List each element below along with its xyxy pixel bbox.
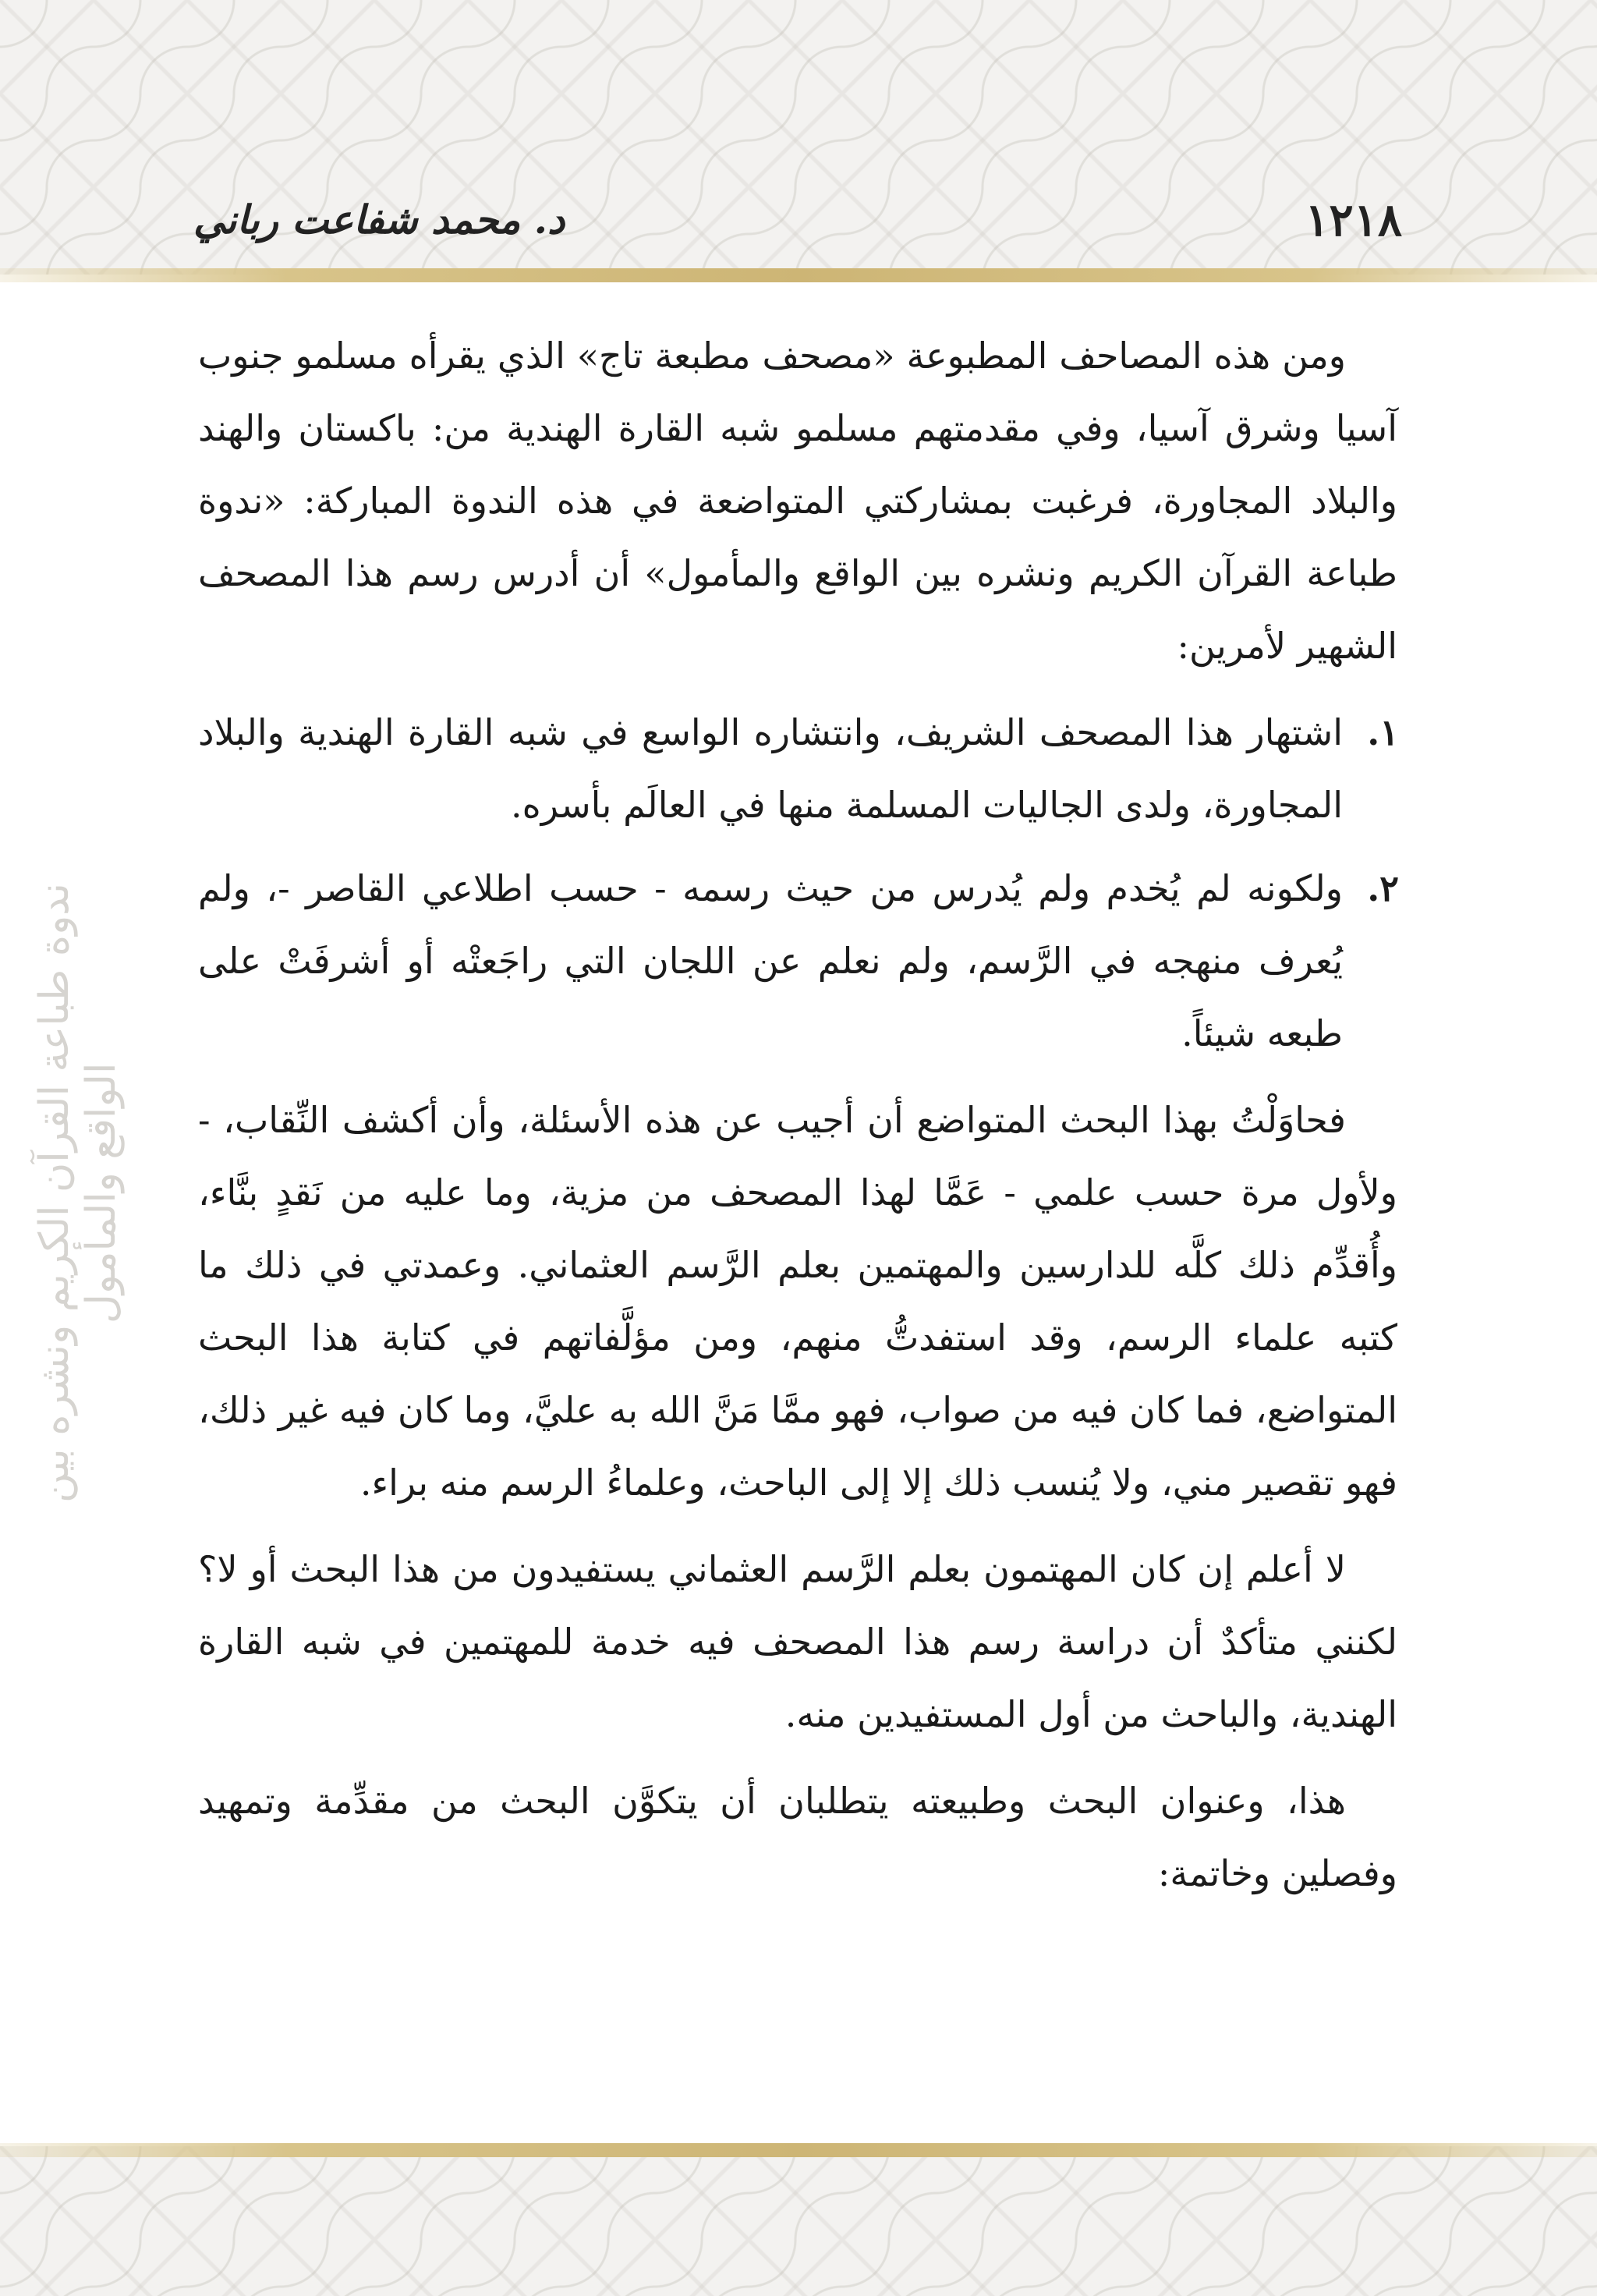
paragraph-structure: هذا، وعنوان البحث وطبيعته يتطلبان أن يتكوَّن البحث من مقدِّمة وتمهيد وفصلين وخاتمة: [198,1780,1397,1894]
list-item-number: ٢. [1367,867,1399,909]
list-item-text: اشتهار هذا المصحف الشريف، وانتشاره الواسع في شبه القارة الهندية والبلاد المجاورة، ولدى الجاليات المسلمة منها في العالَم بأسره. [198,711,1343,826]
running-header-author: د. محمد شفاعت رباني [193,197,565,243]
list-item [198,696,1397,842]
list-item [198,852,1397,1070]
reasons-list [198,696,1397,1070]
bottom-gold-divider [0,2143,1597,2157]
paragraph-method: فحاوَلْتُ بهذا البحث المتواضع أن أجيب عن هذه الأسئلة، وأن أكشف النِّقاب، - ولأول مرة حسب علمي - عَمَّا لهذا المصحف من مزية، وما عليه من نَقدٍ بنَّاء، وأُقدِّم ذلك كلَّه للدارسين والمهتمين بعلم الرَّسم العثماني. وعمدتي في ذلك ما كتبه علماء الرسم، وقد استفدتُّ منهم، ومن مؤلَّفاتهم في كتابة هذا البحث المتواضع، فما كان فيه من صواب، فهو ممَّا مَنَّ الله به عليَّ، وما كان فيه غير ذلك، فهو تقصير مني، ولا يُنسب ذلك إلا إلى الباحث، وعلماءُ الرسم منه براء. [198,1099,1397,1504]
page-number: ١٢١٨ [1305,193,1402,246]
list-item-number: ١. [1367,711,1399,753]
paragraph-intro: ومن هذه المصاحف المطبوعة «مصحف مطبعة تاج» الذي يقرأه مسلمو جنوب آسيا وشرق آسيا، وفي مقدمتهم مسلمو شبه القارة الهندية من: باكستان والهند والبلاد المجاورة، فرغبت بمشاركتي المتواضعة في هذه الندوة المباركة: «ندوة طباعة القرآن الكريم ونشره بين الواقع والمأمول» أن أدرس رسم هذا المصحف الشهير لأمرين: [198,335,1397,667]
bottom-ornamental-pattern [0,2146,1597,2296]
side-watermark-conference-title: ندوة طباعة القرآن الكريم ونشره بين الواقع والمأمول [31,883,125,1504]
paragraph-benefit: لا أعلم إن كان المهتمون بعلم الرَّسم العثماني يستفيدون من هذا البحث أو لا؟ لكنني متأكدٌ أن دراسة رسم هذا المصحف فيه خدمة للمهتمين في شبه القارة الهندية، والباحث من أول المستفيدين منه. [198,1548,1397,1735]
top-gold-divider [0,268,1597,282]
list-item-text: ولكونه لم يُخدم ولم يُدرس من حيث رسمه - حسب اطلاعي القاصر -، ولم يُعرف منهجه في الرَّسم، ولم نعلم عن اللجان التي راجَعتْه أو أشرفَتْ على طبعه شيئاً. [198,867,1343,1054]
page-body [198,320,1397,1924]
